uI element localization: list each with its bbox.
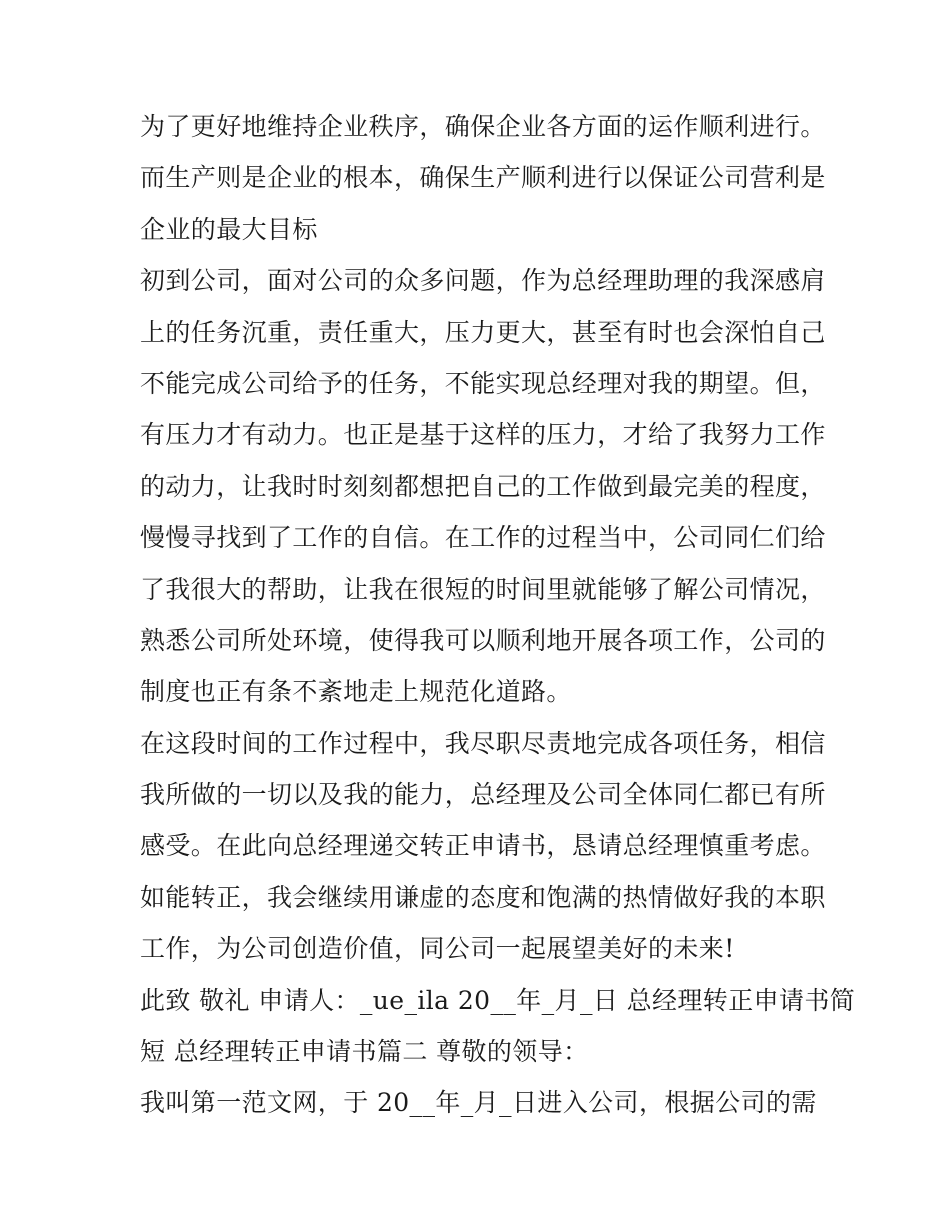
text-line: 短 总经理转正申请书篇二 尊敬的领导： — [140, 1037, 589, 1067]
text-line: 熟悉公司所处环境，使得我可以顺利地开展各项工作，公司的 — [140, 625, 826, 655]
text-line: 感受。在此向总经理递交转正申请书，恳请总经理慎重考虑。 — [140, 831, 826, 861]
text-line: 我所做的一切以及我的能力，总经理及公司全体同仁都已有所 — [140, 780, 826, 810]
text-line: 慢慢寻找到了工作的自信。在工作的过程当中，公司同仁们给 — [140, 523, 826, 553]
text-line: 工作，为公司创造价值，同公司一起展望美好的未来! — [140, 934, 735, 964]
document-body — [140, 101, 856, 1129]
text-line: 在这段时间的工作过程中，我尽职尽责地完成各项任务，相信 — [140, 728, 826, 758]
text-line: 我叫第一范文网，于 20__年_月_日进入公司，根据公司的需 — [140, 1088, 817, 1118]
text-line: 制度也正有条不紊地走上规范化道路。 — [140, 677, 572, 707]
text-line: 的动力，让我时时刻刻都想把自己的工作做到最完美的程度， — [140, 471, 826, 501]
text-line: 此致 敬礼 申请人：_ue_ila 20__年_月_日 总经理转正申请书简 — [140, 985, 856, 1015]
text-line: 了我很大的帮助，让我在很短的时间里就能够了解公司情况， — [140, 574, 826, 604]
text-line: 企业的最大目标 — [140, 214, 318, 244]
text-line: 为了更好地维持企业秩序，确保企业各方面的运作顺利进行。 — [140, 112, 826, 141]
text-line: 而生产则是企业的根本，确保生产顺利进行以保证公司营利是 — [140, 163, 826, 193]
text-line: 有压力才有动力。也正是基于这样的压力，才给了我努力工作 — [140, 420, 826, 450]
text-line: 如能转正，我会继续用谦虚的态度和饱满的热情做好我的本职 — [140, 882, 826, 912]
text-line: 初到公司，面对公司的众多问题，作为总经理助理的我深感肩 — [140, 266, 826, 296]
text-line: 不能完成公司给予的任务，不能实现总经理对我的期望。但， — [140, 368, 826, 398]
text-line: 上的任务沉重，责任重大，压力更大，甚至有时也会深怕自己 — [140, 317, 826, 347]
